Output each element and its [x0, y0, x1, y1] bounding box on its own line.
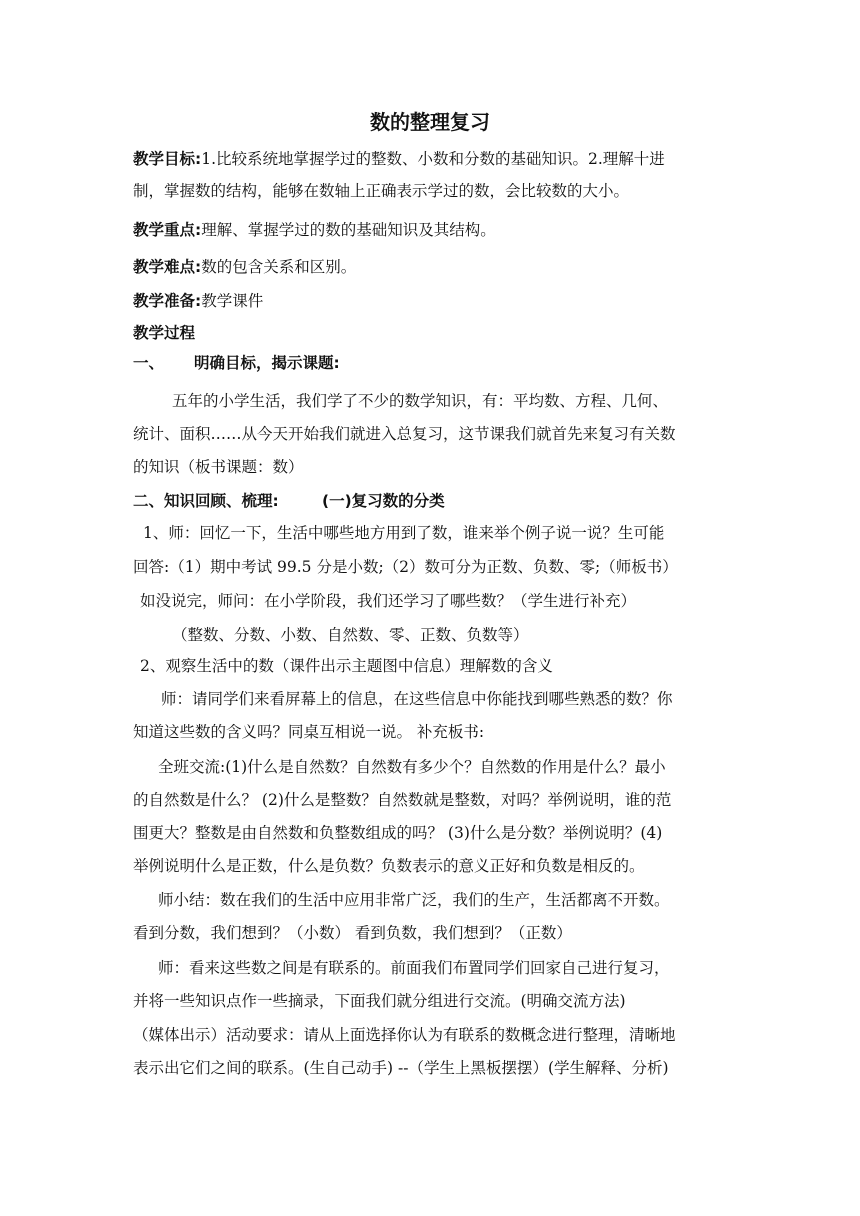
section-1-number: 一、	[133, 354, 165, 372]
objective-line-1	[133, 148, 665, 170]
paragraph-5-line-1: 全班交流:(1)什么是自然数？自然数有多少个？自然数的作用是什么？最小	[158, 758, 666, 776]
objective-text-2: 制，掌握数的结构，能够在数轴上正确表示学过的数，会比较数的大小。	[133, 182, 630, 200]
section-2-subtitle: (一)复习数的分类	[322, 492, 445, 510]
paragraph-1-line-1: 五年的小学生活，我们学了不少的数学知识，有：平均数、方程、几何、	[172, 392, 669, 410]
prep-label: 教学准备:	[133, 292, 202, 310]
objective-text-1: 1.比较系统地掌握学过的整数、小数和分数的基础知识。2.理解十进	[201, 150, 665, 168]
objective-label: 教学目标:	[133, 150, 202, 168]
paragraph-2-line-2: 回答:（1）期中考试 99.5 分是小数;（2）数可分为正数、负数、零;（师板书）	[133, 558, 678, 576]
paragraph-1-line-3: 的知识（板书课题：数）	[133, 458, 304, 476]
paragraph-7-line-3: （媒体出示）活动要求：请从上面选择你认为有联系的数概念进行整理，清晰地	[133, 1026, 676, 1044]
paragraph-6-line-1: 师小结：数在我们的生活中应用非常广泛，我们的生产，生活都离不开数。	[158, 891, 670, 909]
paragraph-2-line-4: （整数、分数、小数、自然数、零、正数、负数等）	[172, 626, 529, 644]
paragraph-5-line-2: 的自然数是什么？ (2)什么是整数？自然数就是整数，对吗？举例说明，谁的范	[133, 791, 672, 809]
page-title: 数的整理复习	[370, 110, 490, 134]
focus-text: 理解、掌握学过的数的基础知识及其结构。	[201, 221, 496, 239]
paragraph-7-line-4: 表示出它们之间的联系。(生自己动手) --（学生上黑板摆摆）(学生解释、分析)	[133, 1059, 669, 1077]
paragraph-5-line-3: 围更大？整数是由自然数和负整数组成的吗？ (3)什么是分数？举例说明？(4)	[133, 824, 663, 842]
section-1-title: 明确目标，揭示课题:	[194, 354, 340, 372]
paragraph-4-line-2: 知道这些数的含义吗？同桌互相说一说。 补充板书:	[133, 723, 485, 741]
paragraph-7-line-2: 并将一些知识点作一些摘录，下面我们就分组进行交流。(明确交流方法)	[133, 992, 626, 1010]
focus-line	[133, 219, 496, 241]
difficulty-label: 教学难点:	[133, 258, 202, 276]
prep-text: 教学课件	[201, 292, 264, 310]
focus-label: 教学重点:	[133, 221, 202, 239]
paragraph-2-line-1: 1、师：回忆一下，生活中哪些地方用到了数，谁来举个例子说一说？生可能	[143, 524, 665, 542]
process-heading: 教学过程	[133, 324, 196, 342]
paragraph-7-line-1: 师：看来这些数之间是有联系的。前面我们布置同学们回家自己进行复习，	[158, 959, 670, 977]
paragraph-3-line-1: 2、观察生活中的数（课件出示主题图中信息）理解数的含义	[140, 657, 553, 675]
prep-line	[133, 290, 263, 312]
difficulty-text: 数的包含关系和区别。	[201, 258, 357, 276]
paragraph-4-line-1: 师：请同学们来看屏幕上的信息，在这些信息中你能找到哪些熟悉的数？你	[161, 690, 673, 708]
difficulty-line	[133, 256, 356, 278]
paragraph-2-line-3: 如没说完，师问：在小学阶段，我们还学习了哪些数？（学生进行补充）	[140, 592, 637, 610]
section-2-title: 二、知识回顾、梳理:	[133, 492, 279, 510]
paragraph-5-line-4: 举例说明什么是正数，什么是负数？负数表示的意义正好和负数是相反的。	[133, 857, 645, 875]
paragraph-1-line-2: 统计、面积……从今天开始我们就进入总复习，这节课我们就首先来复习有关数	[133, 425, 676, 443]
paragraph-6-line-2: 看到分数，我们想到？（小数） 看到负数，我们想到？（正数）	[133, 924, 572, 942]
